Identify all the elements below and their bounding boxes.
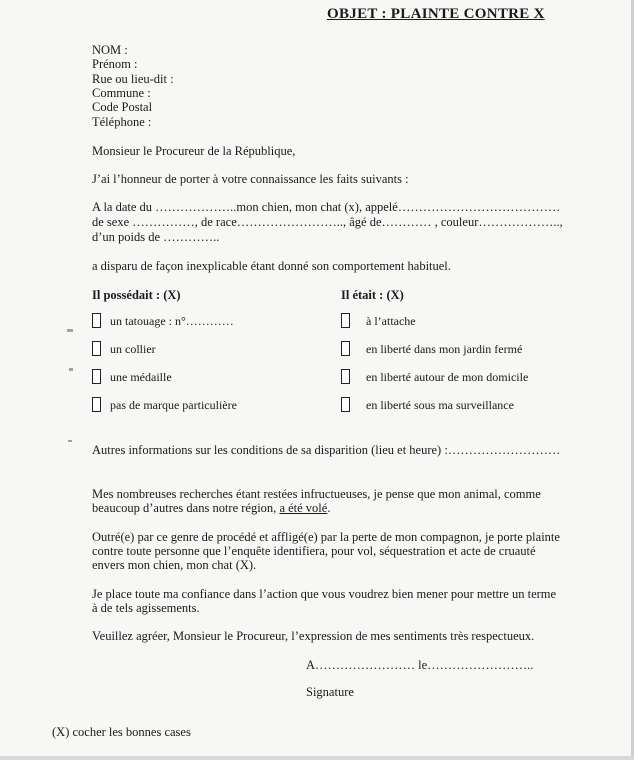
label-domicile: en liberté autour de mon domicile: [366, 370, 529, 384]
paragraph-1-period: .: [327, 501, 331, 515]
salutation: Monsieur le Procureur de la République,: [92, 144, 296, 158]
field-code-postal: Code Postal: [92, 100, 153, 114]
label-surveillance: en liberté sous ma surveillance: [366, 398, 514, 412]
possedait-heading: Il possédait : (X): [92, 288, 181, 302]
paragraph-3-line-2: à de tels agissements.: [92, 601, 200, 615]
paragraph-3-line-1: Je place toute ma confiance dans l’action que vous voudrez bien mener pour mettre un terme: [92, 587, 557, 601]
paragraph-1-line-2: [92, 501, 330, 516]
label-jardin: en liberté dans mon jardin fermé: [366, 342, 523, 356]
description-line-3: d’un poids de …………..: [92, 230, 220, 244]
etait-heading: Il était : (X): [341, 288, 404, 302]
emphasis-a-ete-vole: a été volé: [279, 501, 328, 515]
page-bottom-edge: [0, 756, 634, 760]
field-prenom: Prénom :: [92, 57, 138, 71]
checkbox-surveillance[interactable]: [341, 397, 350, 412]
label-collier: un collier: [110, 342, 156, 356]
label-attache: à l’attache: [366, 314, 416, 328]
closing-formula: Veuillez agréer, Monsieur le Procureur, l’expression de mes sentiments très respectueux.: [92, 629, 535, 643]
label-tatouage: un tatouage : n°…………: [110, 314, 234, 328]
intro-text: J’ai l’honneur de porter à votre connaissance les faits suivants :: [92, 172, 409, 186]
autres-informations: Autres informations sur les conditions de sa disparition (lieu et heure) :………………………: [92, 443, 561, 457]
label-pas-de-marque: pas de marque particulière: [110, 398, 237, 412]
checkbox-attache[interactable]: [341, 313, 350, 328]
paragraph-1-line-1: Mes nombreuses recherches étant restées infructueuses, je pense que mon animal, comme: [92, 487, 541, 501]
paragraph-1-text: beaucoup d’autres dans notre région,: [92, 501, 280, 515]
scan-speck: [67, 329, 73, 332]
field-nom: NOM :: [92, 43, 128, 57]
scan-speck: [68, 440, 72, 442]
footnote: (X) cocher les bonnes cases: [52, 725, 191, 739]
field-telephone: Téléphone :: [92, 115, 152, 129]
disparu-text: a disparu de façon inexplicable étant donné son comportement habituel.: [92, 259, 451, 273]
paragraph-2-line-2: contre toute personne que l’enquête identifiera, pour vol, séquestration et acte de cruauté: [92, 544, 536, 558]
label-medaille: une médaille: [110, 370, 172, 384]
checkbox-collier[interactable]: [92, 341, 101, 356]
description-line-1: A la date du ………………..mon chien, mon chat (x), appelé…………………………………: [92, 200, 561, 214]
document-title: OBJET : PLAINTE CONTRE X: [327, 6, 545, 22]
checkbox-medaille[interactable]: [92, 369, 101, 384]
signature-label: Signature: [306, 685, 354, 699]
field-commune: Commune :: [92, 86, 151, 100]
checkbox-domicile[interactable]: [341, 369, 350, 384]
place-date-line: A…………………… le……………………..: [306, 658, 534, 672]
paragraph-2-line-3: envers mon chien, mon chat (X).: [92, 558, 257, 572]
checkbox-jardin[interactable]: [341, 341, 350, 356]
checkbox-pas-de-marque[interactable]: [92, 397, 101, 412]
checkbox-tatouage[interactable]: [92, 313, 101, 328]
description-line-2: de sexe ……………, de race…………………….., âgé de………… , couleur………………..,: [92, 215, 563, 229]
field-rue: Rue ou lieu-dit :: [92, 72, 174, 86]
scan-speck: [69, 368, 73, 371]
paragraph-2-line-1: Outré(e) par ce genre de procédé et affligé(e) par la perte de mon compagnon, je porte plainte: [92, 530, 560, 544]
